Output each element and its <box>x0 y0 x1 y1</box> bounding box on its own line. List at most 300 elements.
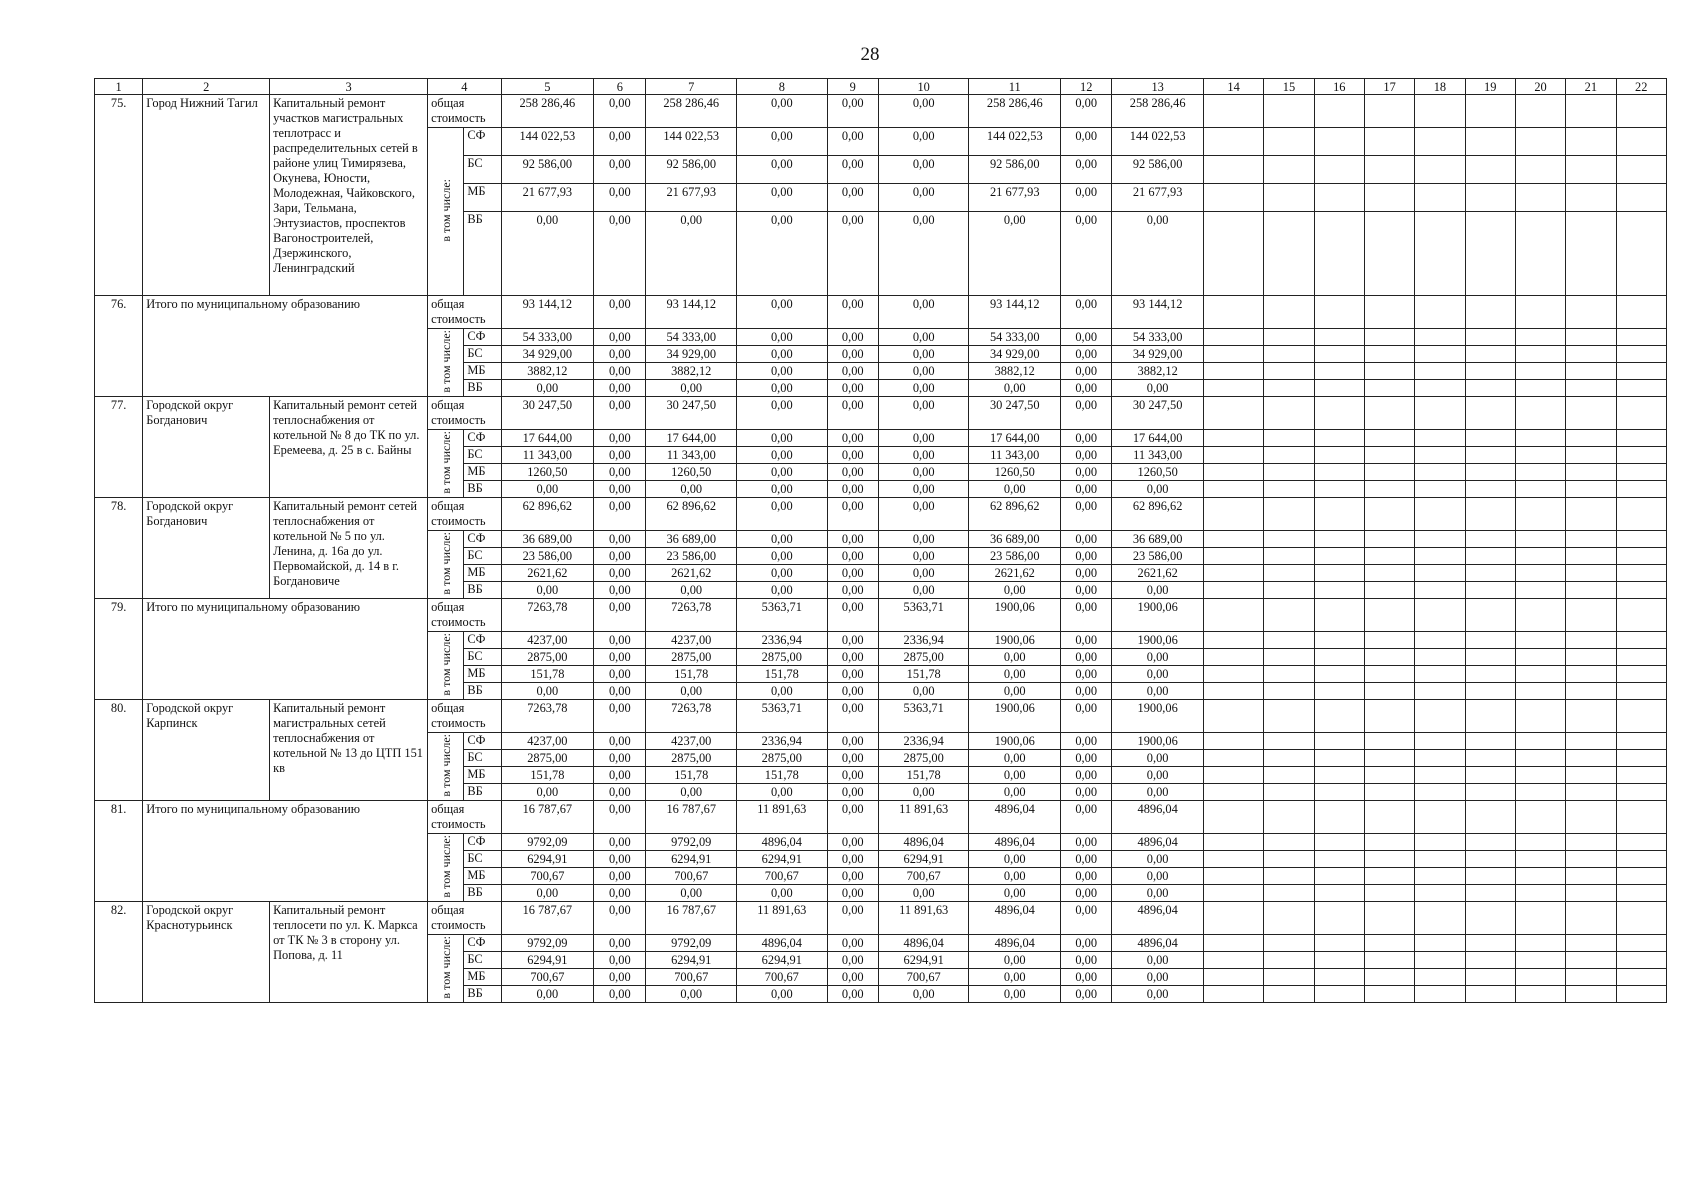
value-cell: 2875,00 <box>878 649 969 666</box>
empty-cell <box>1364 767 1414 784</box>
empty-cell <box>1415 750 1465 767</box>
value-cell: 0,00 <box>878 95 969 128</box>
empty-cell <box>1515 548 1565 565</box>
column-number: 11 <box>969 79 1061 95</box>
empty-cell <box>1616 952 1667 969</box>
value-cell: 0,00 <box>646 212 737 296</box>
value-cell: 1900,06 <box>969 700 1061 733</box>
value-cell: 9792,09 <box>501 935 594 952</box>
empty-cell <box>1364 683 1414 700</box>
empty-cell <box>1465 380 1515 397</box>
value-cell: 700,67 <box>878 868 969 885</box>
empty-cell <box>1566 582 1616 599</box>
empty-cell <box>1203 397 1263 430</box>
value-cell: 4896,04 <box>737 834 828 851</box>
value-cell: 0,00 <box>1061 649 1112 666</box>
column-number: 2 <box>143 79 270 95</box>
funding-source-label: ВБ <box>464 582 501 599</box>
value-cell: 4896,04 <box>878 935 969 952</box>
empty-cell <box>1465 531 1515 548</box>
empty-cell <box>1264 868 1314 885</box>
value-cell: 0,00 <box>1061 95 1112 128</box>
funding-source-label: БС <box>464 750 501 767</box>
entry-number: 79. <box>95 599 143 700</box>
entry-territory: Город Нижний Тагил <box>143 95 270 296</box>
empty-cell <box>1364 565 1414 582</box>
empty-cell <box>1465 599 1515 632</box>
value-cell: 54 333,00 <box>969 329 1061 346</box>
empty-cell <box>1203 565 1263 582</box>
value-cell: 0,00 <box>501 582 594 599</box>
including-label-cell <box>428 329 464 397</box>
empty-cell <box>1515 184 1565 212</box>
column-number: 12 <box>1061 79 1112 95</box>
value-cell: 0,00 <box>878 212 969 296</box>
empty-cell <box>1203 184 1263 212</box>
entry-territory: Городской округ Карпинск <box>143 700 270 801</box>
value-cell: 2875,00 <box>737 649 828 666</box>
including-label-cell <box>428 430 464 498</box>
value-cell: 21 677,93 <box>646 184 737 212</box>
column-number: 21 <box>1566 79 1616 95</box>
empty-cell <box>1465 363 1515 380</box>
value-cell: 0,00 <box>594 868 646 885</box>
empty-cell <box>1264 296 1314 329</box>
empty-cell <box>1364 430 1414 447</box>
empty-cell <box>1515 834 1565 851</box>
value-cell: 0,00 <box>1061 464 1112 481</box>
budget-table <box>94 78 1667 1003</box>
column-number: 5 <box>501 79 594 95</box>
value-cell: 0,00 <box>646 784 737 801</box>
empty-cell <box>1465 649 1515 666</box>
empty-cell <box>1364 128 1414 156</box>
value-cell: 0,00 <box>878 363 969 380</box>
empty-cell <box>1566 397 1616 430</box>
value-cell: 0,00 <box>594 902 646 935</box>
empty-cell <box>1465 683 1515 700</box>
empty-cell <box>1616 801 1667 834</box>
empty-cell <box>1415 885 1465 902</box>
value-cell: 4237,00 <box>646 632 737 649</box>
value-cell: 6294,91 <box>878 851 969 868</box>
empty-cell <box>1203 801 1263 834</box>
empty-cell <box>1566 599 1616 632</box>
empty-cell <box>1203 700 1263 733</box>
empty-cell <box>1364 481 1414 498</box>
empty-cell <box>1264 784 1314 801</box>
empty-cell <box>1314 363 1364 380</box>
empty-cell <box>1415 380 1465 397</box>
empty-cell <box>1364 649 1414 666</box>
value-cell: 0,00 <box>827 380 878 397</box>
empty-cell <box>1203 156 1263 184</box>
empty-cell <box>1465 868 1515 885</box>
value-cell: 151,78 <box>878 767 969 784</box>
value-cell: 258 286,46 <box>1112 95 1204 128</box>
funding-source-label: МБ <box>464 464 501 481</box>
funding-source-label: ВБ <box>464 986 501 1003</box>
entry-number: 82. <box>95 902 143 1003</box>
empty-cell <box>1364 95 1414 128</box>
empty-cell <box>1364 733 1414 750</box>
empty-cell <box>1566 329 1616 346</box>
value-cell: 0,00 <box>594 363 646 380</box>
empty-cell <box>1264 649 1314 666</box>
value-cell: 0,00 <box>1061 801 1112 834</box>
value-cell: 0,00 <box>878 464 969 481</box>
value-cell: 0,00 <box>1061 666 1112 683</box>
empty-cell <box>1566 834 1616 851</box>
value-cell: 0,00 <box>594 986 646 1003</box>
value-cell: 6294,91 <box>878 952 969 969</box>
empty-cell <box>1616 212 1667 296</box>
empty-cell <box>1566 464 1616 481</box>
value-cell: 21 677,93 <box>969 184 1061 212</box>
value-cell: 0,00 <box>878 986 969 1003</box>
empty-cell <box>1465 885 1515 902</box>
empty-cell <box>1566 498 1616 531</box>
column-number: 1 <box>95 79 143 95</box>
value-cell: 21 677,93 <box>501 184 594 212</box>
empty-cell <box>1566 885 1616 902</box>
value-cell: 0,00 <box>501 683 594 700</box>
value-cell: 92 586,00 <box>1112 156 1204 184</box>
value-cell: 0,00 <box>878 329 969 346</box>
empty-cell <box>1314 868 1364 885</box>
empty-cell <box>1364 464 1414 481</box>
empty-cell <box>1566 447 1616 464</box>
value-cell: 0,00 <box>969 767 1061 784</box>
empty-cell <box>1314 700 1364 733</box>
value-cell: 62 896,62 <box>1112 498 1204 531</box>
empty-cell <box>1364 548 1414 565</box>
column-number: 20 <box>1515 79 1565 95</box>
empty-cell <box>1314 750 1364 767</box>
value-cell: 0,00 <box>594 750 646 767</box>
empty-cell <box>1264 498 1314 531</box>
value-cell: 0,00 <box>827 666 878 683</box>
funding-source-label: БС <box>464 346 501 363</box>
empty-cell <box>1415 767 1465 784</box>
empty-cell <box>1364 952 1414 969</box>
empty-cell <box>1616 548 1667 565</box>
value-cell: 144 022,53 <box>646 128 737 156</box>
value-cell: 54 333,00 <box>646 329 737 346</box>
funding-source-label: ВБ <box>464 784 501 801</box>
empty-cell <box>1415 784 1465 801</box>
value-cell: 0,00 <box>594 95 646 128</box>
empty-cell <box>1616 156 1667 184</box>
entry-row <box>95 902 1667 935</box>
empty-cell <box>1203 95 1263 128</box>
value-cell: 0,00 <box>1061 868 1112 885</box>
value-cell: 11 891,63 <box>737 801 828 834</box>
empty-cell <box>1264 733 1314 750</box>
empty-cell <box>1203 885 1263 902</box>
empty-cell <box>1364 380 1414 397</box>
empty-cell <box>1415 632 1465 649</box>
empty-cell <box>1264 329 1314 346</box>
empty-cell <box>1415 498 1465 531</box>
value-cell: 0,00 <box>969 851 1061 868</box>
value-cell: 9792,09 <box>646 834 737 851</box>
empty-cell <box>1314 582 1364 599</box>
value-cell: 151,78 <box>737 767 828 784</box>
value-cell: 0,00 <box>827 683 878 700</box>
entry-territory: Городской округ Краснотурьинск <box>143 902 270 1003</box>
entry-row <box>95 296 1667 329</box>
value-cell: 0,00 <box>1112 380 1204 397</box>
empty-cell <box>1616 329 1667 346</box>
value-cell: 700,67 <box>646 969 737 986</box>
value-cell: 7263,78 <box>501 700 594 733</box>
value-cell: 0,00 <box>827 498 878 531</box>
value-cell: 0,00 <box>878 784 969 801</box>
value-cell: 0,00 <box>594 531 646 548</box>
value-cell: 93 144,12 <box>646 296 737 329</box>
including-label: в том числе: <box>438 329 453 393</box>
value-cell: 0,00 <box>594 128 646 156</box>
empty-cell <box>1616 397 1667 430</box>
empty-cell <box>1264 969 1314 986</box>
value-cell: 0,00 <box>827 156 878 184</box>
funding-source-label: БС <box>464 952 501 969</box>
empty-cell <box>1616 649 1667 666</box>
value-cell: 2621,62 <box>969 565 1061 582</box>
funding-source-label: СФ <box>464 733 501 750</box>
empty-cell <box>1364 969 1414 986</box>
empty-cell <box>1515 649 1565 666</box>
empty-cell <box>1314 801 1364 834</box>
empty-cell <box>1515 986 1565 1003</box>
empty-cell <box>1566 851 1616 868</box>
column-number: 7 <box>646 79 737 95</box>
empty-cell <box>1264 683 1314 700</box>
empty-cell <box>1415 851 1465 868</box>
empty-cell <box>1314 95 1364 128</box>
entry-object: Капитальный ремонт магистральных сетей теплоснабжения от котельной № 13 до ЦТП 151 кв <box>270 700 428 801</box>
value-cell: 0,00 <box>1061 329 1112 346</box>
empty-cell <box>1415 700 1465 733</box>
empty-cell <box>1465 498 1515 531</box>
value-cell: 0,00 <box>594 582 646 599</box>
empty-cell <box>1203 346 1263 363</box>
value-cell: 34 929,00 <box>969 346 1061 363</box>
value-cell: 0,00 <box>594 346 646 363</box>
empty-cell <box>1203 464 1263 481</box>
empty-cell <box>1515 397 1565 430</box>
value-cell: 0,00 <box>737 582 828 599</box>
empty-cell <box>1264 750 1314 767</box>
value-cell: 1900,06 <box>969 599 1061 632</box>
value-cell: 0,00 <box>827 649 878 666</box>
value-cell: 0,00 <box>594 498 646 531</box>
page-number: 28 <box>860 44 880 65</box>
value-cell: 0,00 <box>1112 885 1204 902</box>
empty-cell <box>1203 733 1263 750</box>
empty-cell <box>1566 683 1616 700</box>
entry-number: 78. <box>95 498 143 599</box>
value-cell: 2875,00 <box>737 750 828 767</box>
column-number: 18 <box>1415 79 1465 95</box>
empty-cell <box>1465 397 1515 430</box>
empty-cell <box>1264 851 1314 868</box>
value-cell: 0,00 <box>594 329 646 346</box>
empty-cell <box>1415 430 1465 447</box>
value-cell: 0,00 <box>969 666 1061 683</box>
value-cell: 0,00 <box>737 156 828 184</box>
empty-cell <box>1566 548 1616 565</box>
empty-cell <box>1314 447 1364 464</box>
empty-cell <box>1465 750 1515 767</box>
including-label-cell <box>428 935 464 1003</box>
value-cell: 700,67 <box>501 969 594 986</box>
empty-cell <box>1264 447 1314 464</box>
value-cell: 0,00 <box>594 666 646 683</box>
value-cell: 16 787,67 <box>501 801 594 834</box>
value-cell: 0,00 <box>1061 481 1112 498</box>
value-cell: 0,00 <box>827 329 878 346</box>
empty-cell <box>1314 531 1364 548</box>
empty-cell <box>1515 363 1565 380</box>
empty-cell <box>1566 666 1616 683</box>
empty-cell <box>1616 582 1667 599</box>
including-label: в том числе: <box>438 935 453 999</box>
value-cell: 0,00 <box>1061 599 1112 632</box>
empty-cell <box>1465 156 1515 184</box>
value-cell: 0,00 <box>827 95 878 128</box>
value-cell: 0,00 <box>827 986 878 1003</box>
empty-cell <box>1515 447 1565 464</box>
empty-cell <box>1364 498 1414 531</box>
value-cell: 0,00 <box>827 902 878 935</box>
empty-cell <box>1364 666 1414 683</box>
value-cell: 0,00 <box>969 582 1061 599</box>
value-cell: 6294,91 <box>501 851 594 868</box>
value-cell: 0,00 <box>969 952 1061 969</box>
empty-cell <box>1616 498 1667 531</box>
empty-cell <box>1566 632 1616 649</box>
value-cell: 92 586,00 <box>969 156 1061 184</box>
value-cell: 2621,62 <box>646 565 737 582</box>
empty-cell <box>1314 464 1364 481</box>
value-cell: 0,00 <box>827 430 878 447</box>
value-cell: 0,00 <box>594 212 646 296</box>
empty-cell <box>1465 582 1515 599</box>
funding-source-label: БС <box>464 156 501 184</box>
empty-cell <box>1515 632 1565 649</box>
value-cell: 0,00 <box>878 156 969 184</box>
value-cell: 0,00 <box>594 380 646 397</box>
entry-number: 81. <box>95 801 143 902</box>
column-number: 16 <box>1314 79 1364 95</box>
empty-cell <box>1203 430 1263 447</box>
empty-cell <box>1264 363 1314 380</box>
empty-cell <box>1364 986 1414 1003</box>
value-cell: 1900,06 <box>969 733 1061 750</box>
funding-source-label: БС <box>464 447 501 464</box>
empty-cell <box>1515 784 1565 801</box>
empty-cell <box>1415 733 1465 750</box>
value-cell: 1260,50 <box>969 464 1061 481</box>
value-cell: 0,00 <box>878 683 969 700</box>
empty-cell <box>1364 599 1414 632</box>
empty-cell <box>1465 346 1515 363</box>
value-cell: 4896,04 <box>969 902 1061 935</box>
value-cell: 0,00 <box>737 784 828 801</box>
value-cell: 0,00 <box>1112 986 1204 1003</box>
empty-cell <box>1566 733 1616 750</box>
empty-cell <box>1616 885 1667 902</box>
value-cell: 0,00 <box>594 296 646 329</box>
empty-cell <box>1264 397 1314 430</box>
empty-cell <box>1264 430 1314 447</box>
empty-cell <box>1566 95 1616 128</box>
value-cell: 0,00 <box>737 498 828 531</box>
empty-cell <box>1314 346 1364 363</box>
value-cell: 0,00 <box>827 733 878 750</box>
value-cell: 4896,04 <box>1112 834 1204 851</box>
value-cell: 0,00 <box>827 212 878 296</box>
value-cell: 0,00 <box>594 156 646 184</box>
empty-cell <box>1264 531 1314 548</box>
funding-source-label: МБ <box>464 184 501 212</box>
value-cell: 0,00 <box>827 531 878 548</box>
value-cell: 3882,12 <box>501 363 594 380</box>
funding-source-label: СФ <box>464 531 501 548</box>
empty-cell <box>1566 156 1616 184</box>
value-cell: 0,00 <box>594 733 646 750</box>
value-cell: 0,00 <box>594 683 646 700</box>
empty-cell <box>1465 430 1515 447</box>
value-cell: 0,00 <box>827 363 878 380</box>
empty-cell <box>1515 935 1565 952</box>
including-label-cell <box>428 834 464 902</box>
value-cell: 0,00 <box>878 481 969 498</box>
value-cell: 36 689,00 <box>646 531 737 548</box>
value-cell: 0,00 <box>827 784 878 801</box>
value-cell: 258 286,46 <box>646 95 737 128</box>
value-cell: 0,00 <box>878 582 969 599</box>
empty-cell <box>1616 599 1667 632</box>
empty-cell <box>1566 430 1616 447</box>
empty-cell <box>1465 969 1515 986</box>
value-cell: 11 343,00 <box>646 447 737 464</box>
empty-cell <box>1566 128 1616 156</box>
value-cell: 0,00 <box>827 565 878 582</box>
value-cell: 0,00 <box>1112 784 1204 801</box>
value-cell: 93 144,12 <box>1112 296 1204 329</box>
empty-cell <box>1616 868 1667 885</box>
value-cell: 92 586,00 <box>501 156 594 184</box>
value-cell: 0,00 <box>1061 834 1112 851</box>
entry-object: Капитальный ремонт сетей теплоснабжения от котельной № 8 до ТК по ул. Еремеева, д. 25 в с. Байны <box>270 397 428 498</box>
value-cell: 0,00 <box>878 296 969 329</box>
value-cell: 0,00 <box>594 801 646 834</box>
value-cell: 6294,91 <box>501 952 594 969</box>
value-cell: 6294,91 <box>737 952 828 969</box>
value-cell: 0,00 <box>969 380 1061 397</box>
empty-cell <box>1314 296 1364 329</box>
value-cell: 0,00 <box>827 397 878 430</box>
empty-cell <box>1364 363 1414 380</box>
column-number: 4 <box>428 79 501 95</box>
empty-cell <box>1415 666 1465 683</box>
empty-cell <box>1364 834 1414 851</box>
including-label: в том числе: <box>438 430 453 494</box>
empty-cell <box>1566 784 1616 801</box>
